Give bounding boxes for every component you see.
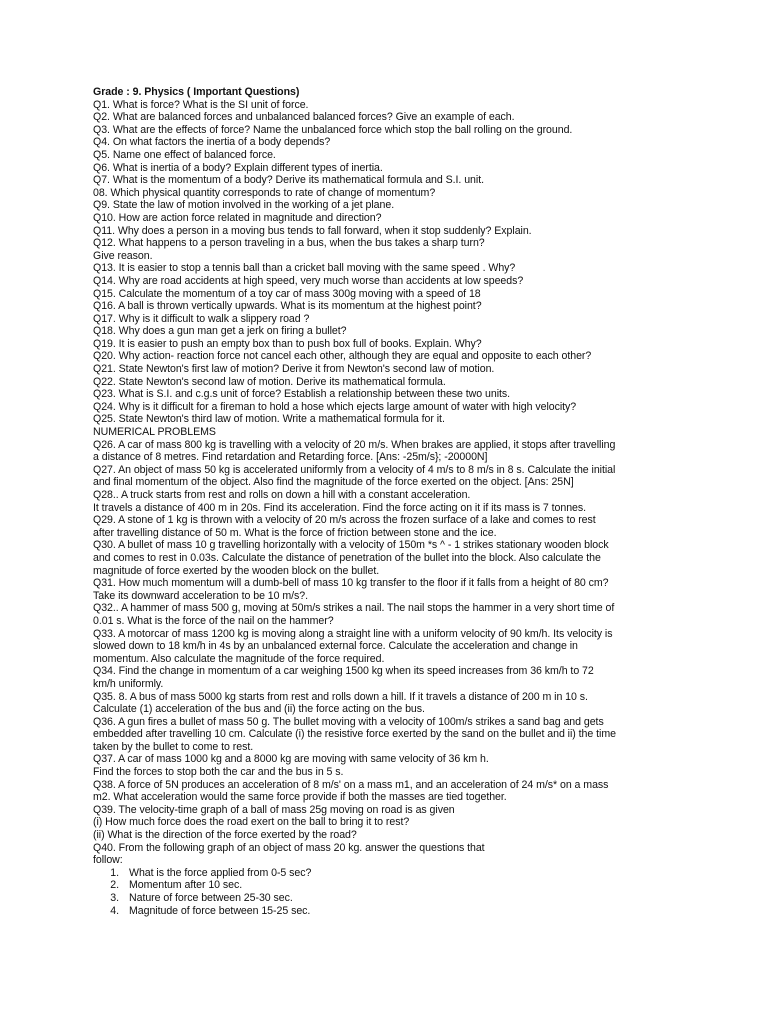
question-list [93, 99, 753, 867]
document-title: Grade : 9. Physics ( Important Questions) [93, 86, 300, 98]
document-line: 0.01 s. What is the force of the nail on the hammer? [93, 614, 334, 627]
document-line: Q5. Name one effect of balanced force. [93, 148, 276, 161]
document-line: Q30. A bullet of mass 10 g travelling horizontally with a velocity of 150m *s ^ - 1 strikes stationary wooden block [93, 539, 609, 552]
document-line: Q20. Why action- reaction force not cancel each other, although they are equal and opposite to each other? [93, 350, 592, 363]
document-line: Q7. What is the momentum of a body? Derive its mathematical formula and S.I. unit. [93, 174, 484, 187]
document-line: Q19. It is easier to push an empty box than to push box full of books. Explain. Why? [93, 337, 482, 350]
document-line: Q39. The velocity-time graph of a ball of mass 25g moving on road is as given [93, 803, 455, 816]
document-line: Q29. A stone of 1 kg is thrown with a velocity of 20 m/s across the frozen surface of a lake and comes to rest [93, 514, 596, 527]
document-line: Q15. Calculate the momentum of a toy car of mass 300g moving with a speed of 18 [93, 287, 481, 300]
document-line: Q10. How are action force related in magnitude and direction? [93, 211, 382, 224]
document-line: Q34. Find the change in momentum of a car weighing 1500 kg when its speed increases from 36 km/h to 72 [93, 665, 594, 678]
document-line: a distance of 8 metres. Find retardation and Retarding force. [Ans: -25m/s}; -20000N] [93, 451, 488, 464]
sub-question-text: What is the force applied from 0-5 sec? [129, 866, 312, 879]
sub-question-item [97, 892, 753, 905]
document-line: NUMERICAL PROBLEMS [93, 426, 216, 439]
document-line: Give reason. [93, 249, 153, 262]
document-line: Q35. 8. A bus of mass 5000 kg starts from rest and rolls down a hill. If it travels a distance of 200 m in 10 s. [93, 690, 588, 703]
document-line: Q28.. A truck starts from rest and rolls on down a hill with a constant acceleration. [93, 489, 471, 501]
document-line: Q17. Why is it difficult to walk a slippery road ? [93, 312, 310, 325]
document-line: Q23. What is S.I. and c.g.s unit of force? Establish a relationship between these two units. [93, 388, 511, 401]
document-line: m2. What acceleration would the same force provide if both the masses are tied together. [93, 791, 507, 804]
document-line: Q36. A gun fires a bullet of mass 50 g. The bullet moving with a velocity of 100m/s strikes a sand bag and gets [93, 715, 604, 728]
document-page [93, 86, 753, 917]
document-line: It travels a distance of 400 m in 20s. Find its acceleration. Find the force acting on it if its mass is 7 tonnes. [93, 501, 587, 514]
document-line: km/h uniformly. [93, 677, 164, 690]
document-line: Q12. What happens to a person traveling in a bus, when the bus takes a sharp turn? [93, 237, 485, 250]
document-line: Q33. A motorcar of mass 1200 kg is moving along a straight line with a uniform velocity of 90 km/h. Its velocity is [93, 627, 613, 640]
document-line: Q21. State Newton's first law of motion? Derive it from Newton's second law of motion. [93, 363, 495, 376]
document-line: Q1. What is force? What is the SI unit of force. [93, 98, 309, 111]
sub-question-number: 2. [110, 879, 119, 892]
document-line: Q26. A car of mass 800 kg is travelling with a velocity of 20 m/s. When brakes are applied, it stops after travelling [93, 438, 616, 451]
sub-question-text: Momentum after 10 sec. [129, 879, 243, 892]
document-line: and final momentum of the object. Also find the magnitude of the force exerted on the object. [Ans: 25N] [93, 476, 574, 489]
sub-question-number: 4. [110, 904, 119, 917]
document-line: Q27. An object of mass 50 kg is accelerated uniformly from a velocity of 4 m/s to 8 m/s in 8 s. Calculate the initial [93, 463, 616, 476]
sub-question-text: Magnitude of force between 15-25 sec. [129, 904, 311, 917]
document-line: Q3. What are the effects of force? Name the unbalanced force which stop the ball rolling on the ground. [93, 123, 573, 136]
document-line: Q9. State the law of motion involved in the working of a jet plane. [93, 199, 395, 212]
sub-question-text: Nature of force between 25-30 sec. [129, 892, 293, 904]
document-line: Q32.. A hammer of mass 500 g, moving at 50m/s strikes a nail. The nail stops the hammer in a very short time of [93, 602, 615, 615]
document-line: Q37. A car of mass 1000 kg and a 8000 kg are moving with same velocity of 36 km h. [93, 753, 489, 766]
document-line: 08. Which physical quantity corresponds to rate of change of momentum? [93, 186, 436, 199]
sub-question-item [97, 867, 753, 880]
document-line: Q6. What is inertia of a body? Explain different types of inertia. [93, 161, 383, 174]
document-line: Q18. Why does a gun man get a jerk on firing a bullet? [93, 325, 347, 338]
document-line: follow: [93, 854, 123, 867]
sub-question-item [97, 879, 753, 892]
document-line: Q25. State Newton's third law of motion. Write a mathematical formula for it. [93, 413, 445, 426]
document-line: Q16. A ball is thrown vertically upwards. What is its momentum at the highest point? [93, 300, 482, 313]
document-line: Calculate (1) acceleration of the bus and (ii) the force acting on the bus. [93, 703, 425, 716]
document-line: Q11. Why does a person in a moving bus tends to fall forward, when it stop suddenly? Explain. [93, 224, 532, 237]
document-line: Q40. From the following graph of an object of mass 20 kg. answer the questions that [93, 841, 485, 854]
document-line: (i) How much force does the road exert on the ball to bring it to rest? [93, 816, 410, 829]
document-line: Q38. A force of 5N produces an acceleration of 8 m/s' on a mass m1, and an acceleration of 24 m/s* on a mass [93, 778, 609, 791]
document-line: Q13. It is easier to stop a tennis ball than a cricket ball moving with the same speed . Why? [93, 262, 516, 275]
document-line: Q31. How much momentum will a dumb-bell of mass 10 kg transfer to the floor if it falls from a height of 80 cm? [93, 577, 609, 590]
document-line: Q22. State Newton's second law of motion. Derive its mathematical formula. [93, 375, 446, 388]
document-line: Take its downward acceleration to be 10 m/s?. [93, 589, 309, 602]
document-line: slowed down to 18 km/h in 4s by an unbalanced external force. Calculate the acceleration and change in [93, 640, 578, 653]
document-line: after travelling distance of 50 m. What is the force of friction between stone and the ice. [93, 526, 497, 539]
document-line: taken by the bullet to come to rest. [93, 740, 254, 753]
document-line: Q14. Why are road accidents at high speed, very much worse than accidents at low speeds? [93, 274, 524, 287]
document-line: Q24. Why is it difficult for a fireman to hold a hose which ejects large amount of water with high velocity? [93, 400, 577, 413]
sub-question-number: 1. [110, 866, 119, 879]
document-line: (ii) What is the direction of the force exerted by the road? [93, 829, 357, 842]
document-line: Q4. On what factors the inertia of a body depends? [93, 136, 331, 149]
q40-sub-question-list [93, 867, 753, 917]
sub-question-number: 3. [110, 892, 119, 904]
document-line: momentum. Also calculate the magnitude of the force required. [93, 652, 385, 665]
document-line: and comes to rest in 0.03s. Calculate the distance of penetration of the bullet into the block. Also calculate the [93, 551, 601, 564]
document-line: magnitude of force exerted by the wooden block on the bullet. [93, 564, 380, 577]
sub-question-item [97, 905, 753, 918]
document-line: embedded after travelling 10 cm. Calculate (i) the resistive force exerted by the sand on the bullet and ii) the time [93, 728, 616, 741]
document-line: Find the forces to stop both the car and the bus in 5 s. [93, 766, 344, 779]
document-line: Q2. What are balanced forces and unbalanced balanced forces? Give an example of each. [93, 111, 515, 124]
